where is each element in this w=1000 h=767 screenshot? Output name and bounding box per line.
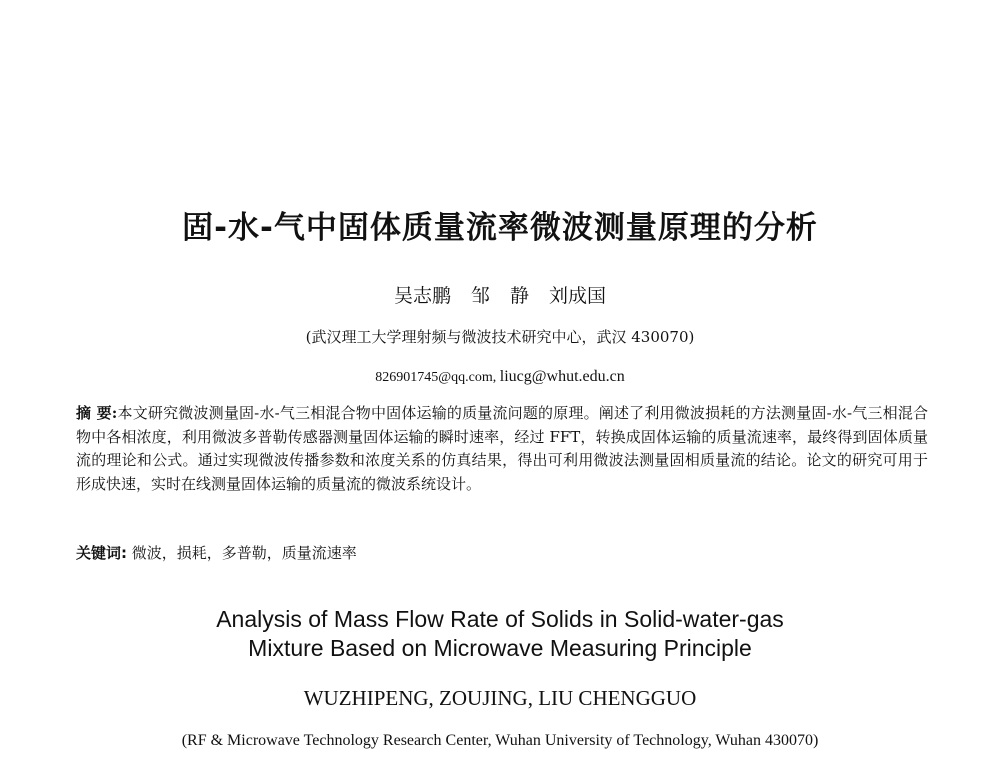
email-secondary: liucg@whut.edu.cn — [499, 368, 625, 385]
author-emails — [0, 367, 1000, 388]
abstract-label: 摘 要: — [76, 404, 118, 422]
english-title-line-2: Mixture Based on Microwave Measuring Principle — [248, 635, 752, 661]
english-affiliation: (RF & Microwave Technology Research Center, Wuhan University of Technology, Wuhan 430070) — [181, 732, 819, 749]
english-authors: WUZHIPENG, ZOUJING, LIU CHENGGUO — [303, 686, 697, 710]
english-title-line-1: Analysis of Mass Flow Rate of Solids in Solid-water-gas — [216, 606, 784, 632]
email-primary: 826901745@qq.com, — [375, 370, 497, 385]
keywords-text: 微波，损耗，多普勒，质量流速率 — [131, 544, 357, 562]
chinese-affiliation: (武汉理工大学理射频与微波技术研究中心，武汉 430070) — [305, 328, 695, 346]
chinese-keywords — [76, 542, 928, 564]
abstract-text: 本文研究微波测量固-水-气三相混合物中固体运输的质量流问题的原理。阐述了利用微波损耗的方法测量固-水-气三相混合物中各相浓度，利用微波多普勒传感器测量固体运输的瞬时速率，经过 FFT，转换成固体运输的质量流速率，最终得到固体质量流的理论和公式。通过实现微波传播参数和浓度关系的仿真结果，得出可利用微波法测量固相质量流的结论。论文的研究可用于形成快速，实时在线测量固体运输的质量流的微波系统设计。 — [76, 404, 929, 493]
chinese-abstract — [76, 402, 928, 496]
chinese-title: 固-水-气中固体质量流率微波测量原理的分析 — [182, 210, 818, 246]
english-title — [0, 605, 1000, 663]
chinese-authors: 吴志鹏 邹 静 刘成国 — [393, 285, 607, 307]
keywords-label: 关键词: — [76, 544, 127, 562]
